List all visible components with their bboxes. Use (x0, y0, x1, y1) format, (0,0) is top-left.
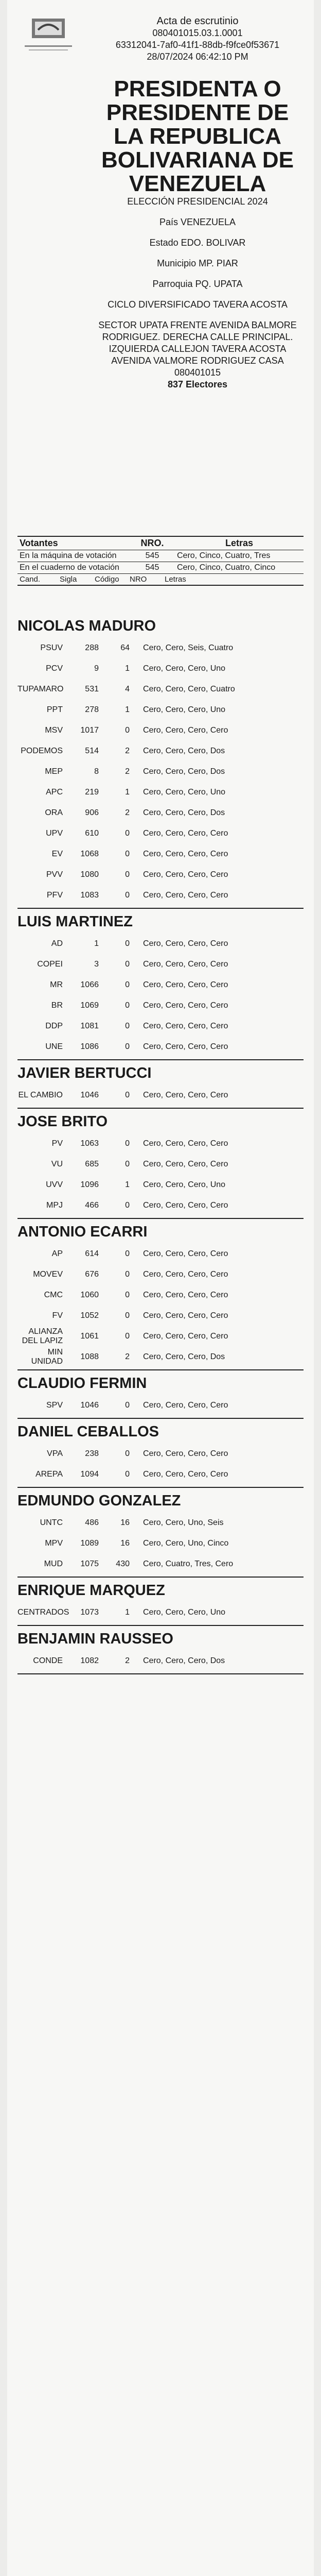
party-vote-row (17, 1016, 304, 1037)
party-sigla: FV (52, 1311, 63, 1320)
party-vote-row (17, 638, 304, 658)
party-votes: 0 (125, 870, 130, 879)
party-code: 1046 (80, 1091, 99, 1099)
party-sigla: APC (46, 788, 63, 796)
candidate-name: JOSE BRITO (17, 1113, 108, 1130)
party-code: 1075 (80, 1560, 99, 1568)
acta-datetime: 28/07/2024 06:42:10 PM (147, 52, 248, 62)
party-vote-row (17, 1244, 304, 1264)
party-sigla: PPT (46, 705, 63, 714)
party-vote-row (17, 1133, 304, 1154)
party-votes-words: Cero, Cero, Cero, Cero (143, 1311, 228, 1320)
acta-code: 080401015.03.1.0001 (152, 28, 243, 38)
party-vote-row (17, 720, 304, 741)
party-sigla: CENTRADOS (17, 1608, 69, 1617)
party-vote-row (17, 1395, 304, 1416)
party-votes-words: Cero, Cero, Cero, Cero (143, 1201, 228, 1210)
state: Estado EDO. BOLIVAR (149, 238, 246, 248)
sub-nro: NRO (130, 575, 147, 584)
party-votes: 0 (125, 1001, 130, 1010)
party-votes: 0 (125, 1091, 130, 1099)
acta-receipt (7, 0, 314, 2576)
party-code: 1094 (80, 1470, 99, 1479)
party-votes: 0 (125, 1449, 130, 1458)
party-sigla: VU (51, 1160, 63, 1168)
party-votes: 0 (125, 1160, 130, 1168)
votes-by-candidate (17, 613, 304, 1676)
party-votes-words: Cero, Cero, Cero, Cero (143, 939, 228, 948)
party-votes-words: Cero, Cero, Cero, Cero (143, 1401, 228, 1410)
party-code: 1086 (80, 1042, 99, 1051)
party-votes-words: Cero, Cero, Cero, Uno (143, 664, 226, 673)
party-vote-row (17, 700, 304, 720)
party-votes: 0 (125, 960, 130, 969)
party-sigla: EV (51, 850, 63, 858)
party-votes: 1 (125, 705, 130, 714)
party-votes-words: Cero, Cero, Uno, Cinco (143, 1539, 229, 1548)
election-meta (95, 196, 300, 399)
party-sigla: SPV (46, 1401, 63, 1410)
col-letras: Letras (225, 538, 254, 548)
party-code: 614 (85, 1249, 99, 1258)
party-votes: 2 (125, 767, 130, 776)
party-code: 1063 (80, 1139, 99, 1148)
machine-letras: Cero, Cinco, Cuatro, Tres (177, 551, 271, 560)
party-sigla: PVV (46, 870, 63, 879)
party-sigla: MUD (44, 1560, 63, 1568)
party-sigla: AP (51, 1249, 63, 1258)
party-vote-row (17, 1154, 304, 1175)
party-code: 1017 (80, 726, 99, 735)
candidate-name: DANIEL CEBALLOS (17, 1423, 159, 1440)
party-sigla: BR (51, 1001, 63, 1010)
candidate-name: EDMUNDO GONZALEZ (17, 1493, 181, 1509)
party-code: 1081 (80, 1022, 99, 1030)
party-votes: 1 (125, 788, 130, 796)
party-votes-words: Cero, Cero, Cero, Dos (143, 747, 225, 755)
party-vote-row (17, 823, 304, 844)
acta-header (95, 15, 300, 63)
party-votes-words: Cero, Cuatro, Tres, Cero (143, 1560, 234, 1568)
machine-nro: 545 (145, 551, 159, 560)
party-votes: 1 (125, 1608, 130, 1617)
party-vote-row (17, 934, 304, 954)
party-vote-row (17, 782, 304, 803)
party-votes: 0 (125, 980, 130, 989)
party-vote-row (17, 1264, 304, 1285)
party-votes: 64 (120, 643, 130, 652)
electors-count: 837 Electores (167, 379, 228, 389)
party-votes: 430 (116, 1560, 130, 1568)
party-vote-row (17, 1464, 304, 1485)
col-votantes: Votantes (20, 538, 58, 548)
party-votes: 0 (125, 1139, 130, 1148)
party-vote-row (17, 1651, 304, 1671)
party-votes: 0 (125, 1249, 130, 1258)
party-votes-words: Cero, Cero, Cero, Cero (143, 1022, 228, 1030)
col-nro: NRO. (140, 538, 164, 548)
party-vote-row (17, 803, 304, 823)
election-title: PRESIDENTA O PRESIDENTE DE LA REPUBLICA BOLIVARIANA DE VENEZUELA (101, 76, 294, 196)
party-sigla: UVV (46, 1180, 63, 1189)
party-votes: 1 (125, 1180, 130, 1189)
party-vote-row (17, 1513, 304, 1533)
party-votes-words: Cero, Cero, Seis, Cuatro (143, 643, 234, 652)
party-votes-words: Cero, Cero, Cero, Uno (143, 788, 226, 796)
party-sigla: ORA (45, 808, 63, 817)
party-votes-words: Cero, Cero, Cero, Cero (143, 1160, 228, 1168)
party-votes: 16 (120, 1518, 130, 1527)
party-vote-row (17, 741, 304, 761)
party-sigla: MSV (45, 726, 63, 735)
party-vote-row (17, 844, 304, 865)
party-votes-words: Cero, Cero, Cero, Uno (143, 1180, 226, 1189)
party-vote-row (17, 885, 304, 906)
candidate-name: LUIS MARTINEZ (17, 913, 133, 930)
party-votes-words: Cero, Cero, Cero, Cuatro (143, 685, 235, 693)
party-code: 219 (85, 788, 99, 796)
party-sigla: ALIANZA DEL LAPIZ (22, 1327, 63, 1345)
candidate-name: CLAUDIO FERMIN (17, 1375, 147, 1392)
party-sigla: MPJ (46, 1201, 63, 1210)
party-vote-row (17, 1347, 304, 1367)
party-code: 1060 (80, 1291, 99, 1299)
party-votes-words: Cero, Cero, Cero, Cero (143, 891, 228, 900)
sub-letras: Letras (165, 575, 186, 584)
party-code: 610 (85, 829, 99, 838)
machine-label: En la máquina de votación (20, 551, 117, 560)
party-code: 1 (94, 939, 99, 948)
book-nro: 545 (145, 563, 159, 572)
election-name: ELECCIÓN PRESIDENCIAL 2024 (127, 196, 268, 207)
party-votes: 0 (125, 1470, 130, 1479)
party-votes-words: Cero, Cero, Cero, Uno (143, 1608, 226, 1617)
candidate-name: NICOLAS MADURO (17, 618, 156, 634)
acta-uuid: 63312041-7af0-41f1-88db-f9fce0f53671 (115, 40, 280, 50)
party-votes-words: Cero, Cero, Cero, Cero (143, 1249, 228, 1258)
party-votes-words: Cero, Cero, Cero, Cero (143, 726, 228, 735)
book-label: En el cuaderno de votación (20, 563, 119, 572)
party-vote-row (17, 1533, 304, 1554)
party-code: 514 (85, 747, 99, 755)
party-votes-words: Cero, Cero, Cero, Cero (143, 1091, 228, 1099)
center-code: 080401015 (174, 367, 221, 378)
party-votes-words: Cero, Cero, Cero, Cero (143, 1470, 228, 1479)
party-vote-row (17, 658, 304, 679)
party-vote-row (17, 1195, 304, 1216)
candidate-name: JAVIER BERTUCCI (17, 1065, 152, 1081)
party-votes-words: Cero, Cero, Cero, Cero (143, 1332, 228, 1341)
party-sigla: MR (50, 980, 63, 989)
party-votes-words: Cero, Cero, Uno, Seis (143, 1518, 224, 1527)
party-votes-words: Cero, Cero, Cero, Uno (143, 705, 226, 714)
party-sigla: MPV (45, 1539, 63, 1548)
party-code: 1080 (80, 870, 99, 879)
party-votes-words: Cero, Cero, Cero, Dos (143, 808, 225, 817)
party-code: 1068 (80, 850, 99, 858)
party-code: 1069 (80, 1001, 99, 1010)
party-code: 1046 (80, 1401, 99, 1410)
party-votes: 16 (120, 1539, 130, 1548)
party-code: 1082 (80, 1656, 99, 1665)
sub-sigla: Sigla (60, 575, 77, 584)
party-votes: 2 (125, 808, 130, 817)
party-sigla: UNTC (40, 1518, 63, 1527)
party-code: 466 (85, 1201, 99, 1210)
center-address: SECTOR UPATA FRENTE AVENIDA BALMORE RODRIGUEZ. DERECHA CALLE PRINCIPAL. IZQUIERDA CALLEJON TAVERA ACOSTA AVENIDA VALMORE RODRIGUEZ CASA (98, 320, 297, 366)
party-code: 1073 (80, 1608, 99, 1617)
party-sigla: MOVEV (33, 1270, 63, 1279)
party-votes: 0 (125, 1332, 130, 1341)
party-code: 238 (85, 1449, 99, 1458)
party-votes-words: Cero, Cero, Cero, Cero (143, 829, 228, 838)
voters-summary (17, 536, 304, 586)
candidate-name: BENJAMIN RAUSSEO (17, 1631, 173, 1647)
party-votes-words: Cero, Cero, Cero, Cero (143, 1139, 228, 1148)
candidate-name: ENRIQUE MARQUEZ (17, 1582, 165, 1599)
party-sigla: UPV (46, 829, 63, 838)
party-sigla: EL CAMBIO (18, 1091, 63, 1099)
party-votes: 1 (125, 664, 130, 673)
party-sigla: AD (51, 939, 63, 948)
party-votes-words: Cero, Cero, Cero, Cero (143, 1449, 228, 1458)
sub-codigo: Código (95, 575, 119, 584)
party-vote-row (17, 865, 304, 885)
municipality: Municipio MP. PIAR (157, 258, 238, 268)
party-vote-row (17, 1175, 304, 1195)
party-sigla: DDP (45, 1022, 63, 1030)
party-code: 906 (85, 808, 99, 817)
party-vote-row (17, 1306, 304, 1326)
party-vote-row (17, 1326, 304, 1347)
party-vote-row (17, 1285, 304, 1306)
party-votes-words: Cero, Cero, Cero, Dos (143, 1656, 225, 1665)
party-votes: 0 (125, 1022, 130, 1030)
party-votes: 2 (125, 747, 130, 755)
party-votes: 2 (125, 1352, 130, 1361)
party-vote-row (17, 1602, 304, 1623)
party-code: 1089 (80, 1539, 99, 1548)
party-votes-words: Cero, Cero, Cero, Cero (143, 960, 228, 969)
party-code: 531 (85, 685, 99, 693)
party-vote-row (17, 1085, 304, 1106)
party-sigla: AREPA (35, 1470, 63, 1479)
party-votes-words: Cero, Cero, Cero, Cero (143, 850, 228, 858)
party-code: 9 (94, 664, 99, 673)
party-sigla: MEP (45, 767, 63, 776)
center-name: CICLO DIVERSIFICADO TAVERA ACOSTA (108, 299, 288, 310)
party-vote-row (17, 975, 304, 995)
party-votes-words: Cero, Cero, Cero, Cero (143, 1042, 228, 1051)
party-votes: 2 (125, 1656, 130, 1665)
party-code: 8 (94, 767, 99, 776)
party-votes-words: Cero, Cero, Cero, Dos (143, 1352, 225, 1361)
party-code: 1066 (80, 980, 99, 989)
party-code: 1088 (80, 1352, 99, 1361)
party-votes-words: Cero, Cero, Cero, Cero (143, 980, 228, 989)
party-code: 278 (85, 705, 99, 714)
sub-cand: Cand. (20, 575, 41, 584)
party-votes: 0 (125, 1291, 130, 1299)
party-vote-row (17, 761, 304, 782)
party-votes: 0 (125, 1311, 130, 1320)
party-vote-row (17, 1037, 304, 1057)
party-sigla: CMC (44, 1291, 63, 1299)
party-votes: 0 (125, 850, 130, 858)
party-vote-row (17, 954, 304, 975)
party-code: 288 (85, 643, 99, 652)
candidate-name: ANTONIO ECARRI (17, 1224, 148, 1240)
party-code: 685 (85, 1160, 99, 1168)
party-sigla: PCV (46, 664, 63, 673)
party-sigla: MIN UNIDAD (31, 1348, 63, 1366)
party-sigla: PV (51, 1139, 63, 1148)
party-votes: 0 (125, 939, 130, 948)
party-sigla: PFV (46, 891, 63, 900)
party-sigla: PSUV (40, 643, 63, 652)
country: País VENEZUELA (159, 217, 236, 227)
acta-title: Acta de escrutinio (156, 15, 239, 27)
party-votes-words: Cero, Cero, Cero, Dos (143, 767, 225, 776)
party-votes-words: Cero, Cero, Cero, Cero (143, 1291, 228, 1299)
party-code: 1096 (80, 1180, 99, 1189)
book-letras: Cero, Cinco, Cuatro, Cinco (177, 563, 276, 572)
party-votes: 0 (125, 1401, 130, 1410)
party-votes-words: Cero, Cero, Cero, Cero (143, 870, 228, 879)
party-sigla: COPEI (37, 960, 63, 969)
party-votes: 0 (125, 726, 130, 735)
party-sigla: VPA (47, 1449, 63, 1458)
party-code: 3 (94, 960, 99, 969)
party-votes-words: Cero, Cero, Cero, Cero (143, 1001, 228, 1010)
party-vote-row (17, 995, 304, 1016)
parish: Parroquia PQ. UPATA (152, 279, 243, 289)
party-votes: 0 (125, 829, 130, 838)
party-vote-row (17, 679, 304, 700)
party-code: 486 (85, 1518, 99, 1527)
party-votes: 0 (125, 1270, 130, 1279)
party-votes: 0 (125, 1201, 130, 1210)
party-sigla: CONDE (33, 1656, 63, 1665)
party-votes-words: Cero, Cero, Cero, Cero (143, 1270, 228, 1279)
party-code: 1083 (80, 891, 99, 900)
party-votes: 0 (125, 1042, 130, 1051)
party-sigla: UNE (45, 1042, 63, 1051)
party-vote-row (17, 1444, 304, 1464)
party-code: 1061 (80, 1332, 99, 1341)
party-sigla: PODEMOS (21, 747, 63, 755)
party-votes: 0 (125, 891, 130, 900)
party-vote-row (17, 1554, 304, 1574)
cne-logo (17, 14, 79, 61)
party-votes: 4 (125, 685, 130, 693)
party-sigla: TUPAMARO (17, 685, 64, 693)
party-code: 676 (85, 1270, 99, 1279)
party-code: 1052 (80, 1311, 99, 1320)
